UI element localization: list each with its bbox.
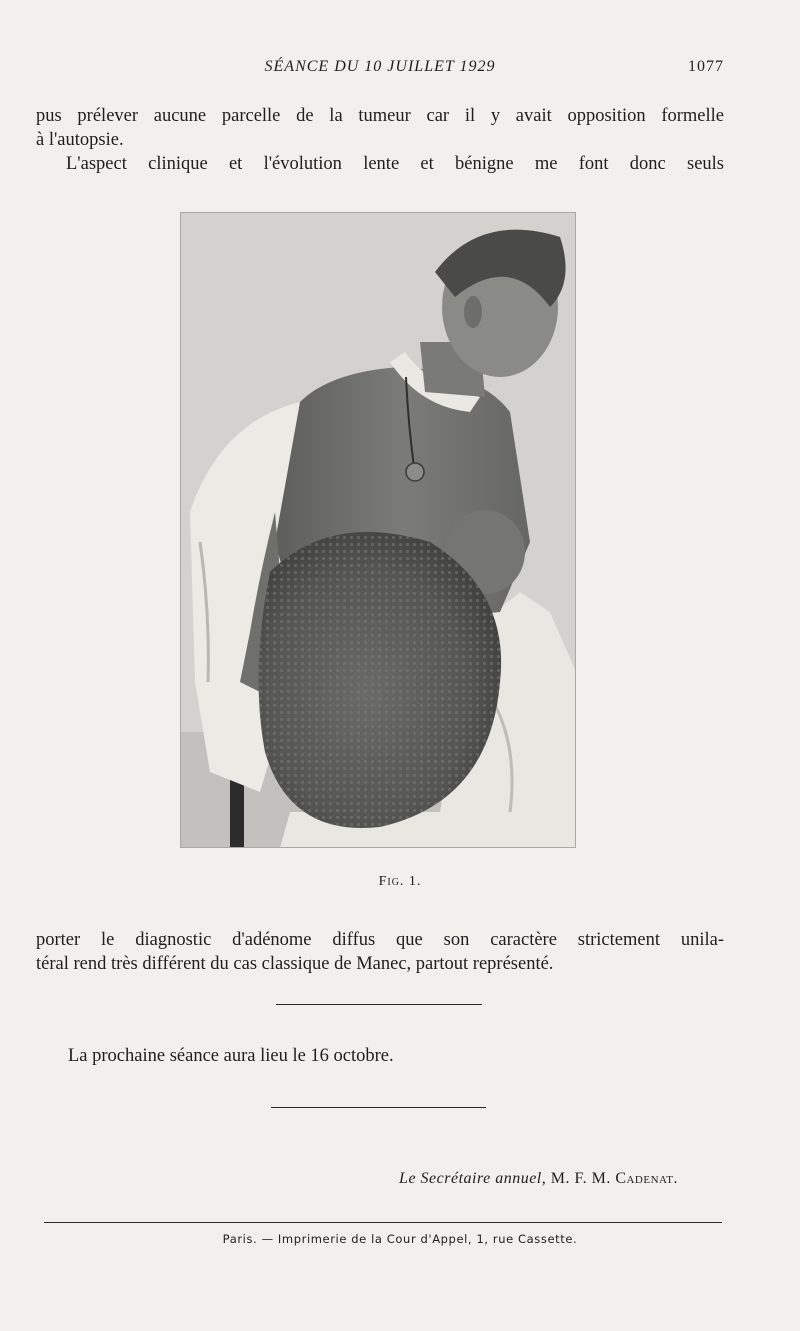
session-title: SÉANCE DU 10 JUILLET 1929 — [264, 58, 496, 75]
photograph-illustration — [180, 212, 576, 848]
paragraph-2: L'aspect clinique et l'évolution lente et bénigne me font donc seuls — [66, 154, 724, 174]
footer-rule — [44, 1222, 722, 1223]
signatory-role: Le Secrétaire annuel, — [399, 1170, 547, 1187]
section-divider-top — [276, 1004, 482, 1005]
paragraph-1-line-1: pus prélever aucune parcelle de la tumeur car il y avait opposition formelle — [36, 106, 724, 126]
page-number: 1077 — [688, 58, 724, 75]
paragraph-3-line-1: porter le diagnostic d'adénome diffus que son caractère strictement unila- — [36, 930, 724, 950]
running-header — [36, 58, 724, 82]
paragraph-1-line-2: à l'autopsie. — [36, 130, 124, 150]
paragraph-3 — [36, 928, 724, 976]
figure-caption-text: Fig. 1. — [378, 874, 422, 889]
figure-caption — [0, 874, 800, 890]
clinical-photograph — [180, 212, 576, 848]
next-session-announcement: La prochaine séance aura lieu le 16 octobre. — [68, 1046, 394, 1066]
paragraph-1 — [36, 104, 724, 152]
printer-imprint: Paris. — Imprimerie de la Cour d'Appel, 1, rue Cassette. — [222, 1232, 578, 1246]
section-divider-bottom — [271, 1107, 486, 1108]
signatory-name: M. F. M. Cadenat. — [550, 1170, 678, 1187]
paragraph-3-line-2: téral rend très différent du cas classique de Manec, partout représenté. — [36, 954, 554, 974]
signature-line — [399, 1170, 678, 1188]
